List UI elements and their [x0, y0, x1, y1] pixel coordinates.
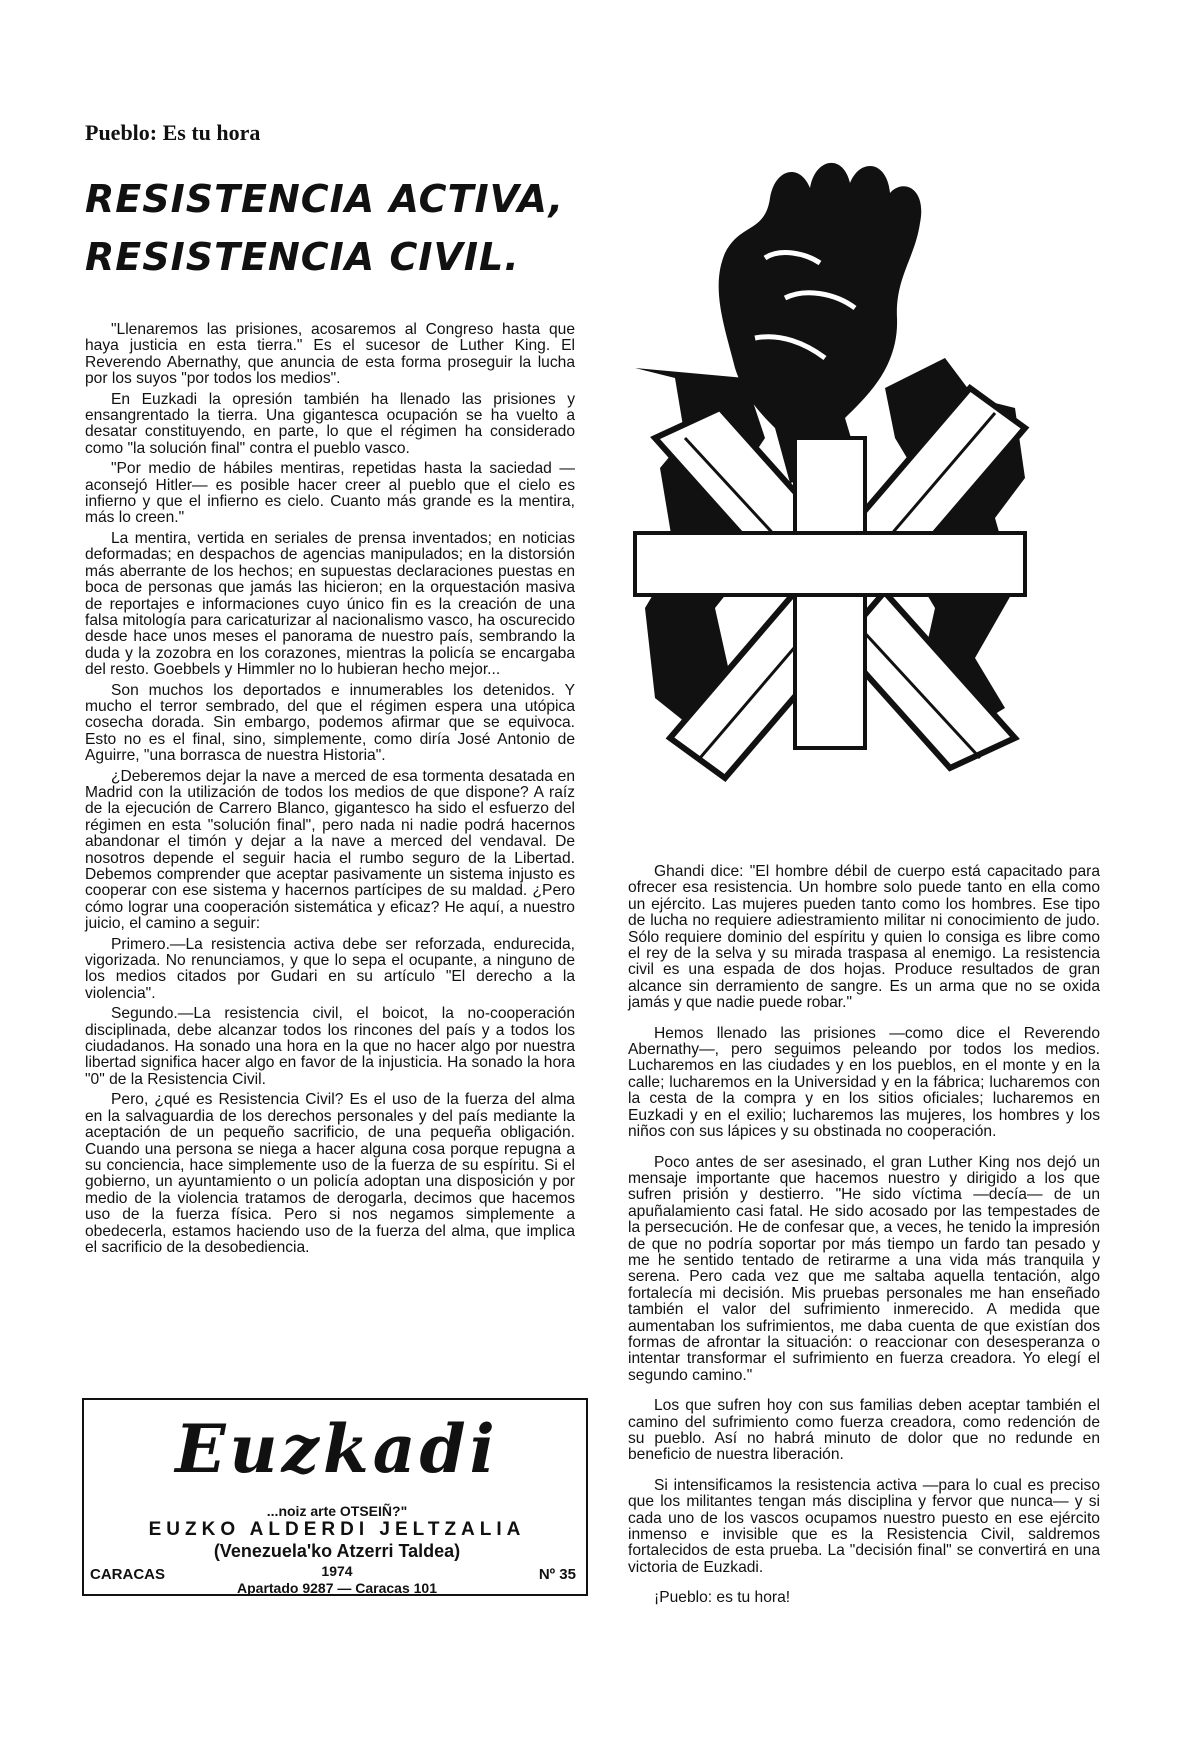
paragraph: Los que sufren hoy con sus familias deben aceptar también el camino del sufrimiento como fuerza creadora, como redención de su pueblo. Así no habrá minuto de dolor que no redunde en beneficio de nuestra liberación.: [628, 1397, 1100, 1464]
fist-and-cross-illustration: [615, 138, 1045, 788]
masthead-address: Apartado 9287 — Caracas 101: [237, 1580, 437, 1596]
masthead: [82, 1398, 588, 1596]
cross-horizontal-bar: [635, 533, 1025, 595]
right-column: [628, 864, 1100, 1621]
paragraph: Ghandi dice: "El hombre débil de cuerpo está capacitado para ofrecer esa resistencia. Un hombre solo puede tanto en ella como un ejército. Las mujeres pueden tanto como los hombres. Ese tipo de lucha no requiere adiestramiento militar ni conocimiento de judo. Sólo requiere dominio del espíritu y quien lo consiga es libre como el rey de la selva y su mirada traspasa al enemigo. La resistencia civil es una espada de dos hojas. Produce resultados de gran alcance sin derramiento de sangre. Es un arma que no se oxida jamás y que nadie puede robar.": [628, 863, 1100, 1012]
headline-line-2: RESISTENCIA CIVIL.: [85, 235, 520, 279]
masthead-issue-number: Nº 35: [538, 1566, 576, 1583]
paragraph: Pero, ¿qué es Resistencia Civil? Es el uso de la fuerza del alma en la salvaguardia de los derechos personales y del país mediante la aceptación de un pequeño sacrificio, de una pequeña obligación. Cuando una persona se niega a hacer alguna cosa porque repugna a su conciencia, hace simplemente uso de la fuerza de su espíritu. Si el gobierno, un ayuntamiento o un policía adoptan una disposición y por medio de la violencia tratamos de derogarla, decimos que hacemos uso de la fuerza física. Pero si nos negamos simplemente a obedecerla, estamos haciendo uso de la fuerza del alma, que implica el sacrificio de la desobediencia.: [85, 1091, 575, 1256]
masthead-year: 1974: [321, 1563, 353, 1579]
paragraph: Primero.—La resistencia activa debe ser reforzada, endurecida, vigorizada. No renunciamos, y que lo sepa el ocupante, a ninguno de los medios citados por Gudari en su artículo "El derecho a la violencia".: [85, 935, 575, 1002]
masthead-party: EUZKO ALDERDI JELTZALIA: [148, 1519, 526, 1540]
masthead-city: CARACAS: [90, 1566, 165, 1583]
paragraph: "Llenaremos las prisiones, acosaremos al Congreso hasta que haya justicia en esta tierra." Es el sucesor de Luther King. El Reverendo Abernathy, que anuncia de esta forma proseguir la lucha por los suyos "por todos los medios".: [85, 321, 575, 388]
headline: [85, 170, 564, 286]
masthead-subtitle: (Venezuela'ko Atzerri Taldea): [213, 1541, 461, 1561]
paragraph: Si intensificamos la resistencia activa —para lo cual es preciso que los militantes tengan más disciplina y fervor que nunca— y si cada uno de los vascos ocupamos nuestro puesto en ese ejército inmenso e invisible que es la Resistencia Civil, saldremos fortalecidos de esta prueba. La "decisión final" se convertirá en una victoria de Euzkadi.: [628, 1476, 1100, 1576]
paragraph: Hemos llenado las prisiones —como dice el Reverendo Abernathy—, pero seguimos peleando por todos los medios. Lucharemos en las ciudades y en los pueblos, en el monte y en la calle; lucharemos en la Universidad y en la fábrica; lucharemos con la cesta de la compra y en los sitios oficiales; lucharemos en Euzkadi y en el exilio; lucharemos las mujeres, los hombres y los niños con sus lápices y su obstinada no cooperación.: [628, 1024, 1100, 1141]
paragraph: Segundo.—La resistencia civil, el boicot, la no-cooperación disciplinada, debe alcanzar todos los rincones del país y a todos los ciudadanos. Ha sonado una hora en la que no hacer algo por nuestra libertad significa hacer algo en favor de la injusticia. Ha sonado la hora "0" de la Resistencia Civil.: [85, 1005, 575, 1088]
paragraph: Son muchos los deportados e innumerables los detenidos. Y mucho el terror sembrado, del que el régimen espera una utópica cosecha dorada. Sin embargo, podemos afirmar que se equivoca. Esto no es el final, sino, simplemente, como diría José Antonio de Aguirre, "una borrasca de nuestra Historia".: [85, 681, 575, 765]
paragraph: "Por medio de hábiles mentiras, repetidas hasta la saciedad —aconsejó Hitler— es posible hacer creer al pueblo que el cielo es infierno y que el infierno es cielo. Cuanto más grande es la mentira, más lo creen.": [85, 460, 575, 527]
paragraph: La mentira, vertida en seriales de prensa inventados; en noticias deformadas; en despachos de agencias manipulados; en la distorsión más aberrante de los hechos; en supuestas declaraciones puestas en boca de personas que jamás las hicieron; en la orquestación masiva de reportajes e informaciones cuyo único fin es la creación de una falsa mitología para caricaturizar al nacionalismo vasco, ha oscurecido desde hace unos meses el panorama de nuestro país, sembrando la duda y la zozobra en los corazones, mientras la policía se encargaba del resto. Goebbels y Himmler no lo hubieran hecho mejor...: [85, 529, 575, 679]
masthead-motto: ...noiz arte OTSEIÑ?": [266, 1503, 408, 1519]
masthead-logo: Euzkadi: [175, 1410, 499, 1488]
left-column: [85, 322, 575, 1260]
kicker: Pueblo: Es tu hora: [85, 120, 261, 145]
paragraph: ¿Deberemos dejar la nave a merced de esa tormenta desatada en Madrid con la utilización de todos los medios de que dispone? A raíz de la ejecución de Carrero Blanco, gigantesco ha sido el esfuerzo del régimen en esta "solución final", pero nada ni nadie podrá hacernos abandonar el timón y dejar a la nave a merced del vendaval. De nosotros depende el seguir hacia el rumbo seguro de la Libertad. Debemos comprender que aceptar pasivamente un sistema injusto es cooperar con ese sistema y hacernos partícipes de su maldad. ¿Pero cómo lograr una cooperación sistemática y eficaz? He aquí, a nuestro juicio, el camino a seguir:: [85, 767, 575, 933]
paragraph: En Euzkadi la opresión también ha llenado las prisiones y ensangrentado la tierra. Una gigantesca ocupación se ha vuelto a desatar constituyendo, en parte, lo que el régimen ha considerado como "la solución final" contra el pueblo vasco.: [85, 390, 575, 457]
headline-line-1: RESISTENCIA ACTIVA,: [85, 177, 565, 221]
closing-line: ¡Pueblo: es tu hora!: [654, 1589, 791, 1607]
paragraph: Poco antes de ser asesinado, el gran Luther King nos dejó un mensaje importante que hacemos nuestro y dirigido a los que sufren prisión y destierro. "He sido víctima —decía— de un apuñalamiento casi fatal. He sido acosado por las tempestades de la persecución. He de confesar que, a veces, he tenido la impresión de que no podría soportar por más tiempo un fardo tan pesado y me he sentido tentado de retirarme a una vida más tranquila y serena. Pero cada vez que me saltaba aquella tentación, algo fortalecía mi decisión. Mis pruebas personales me han enseñado también el valor del sufrimiento inmerecido. A medida que aumentaban los sufrimientos, me daba cuenta de que existían dos formas de afrontar la situación: o reaccionar con desesperanza o intentar transformar el sufrimiento en fuerza creadora. Yo elegí el segundo camino.": [628, 1153, 1100, 1384]
